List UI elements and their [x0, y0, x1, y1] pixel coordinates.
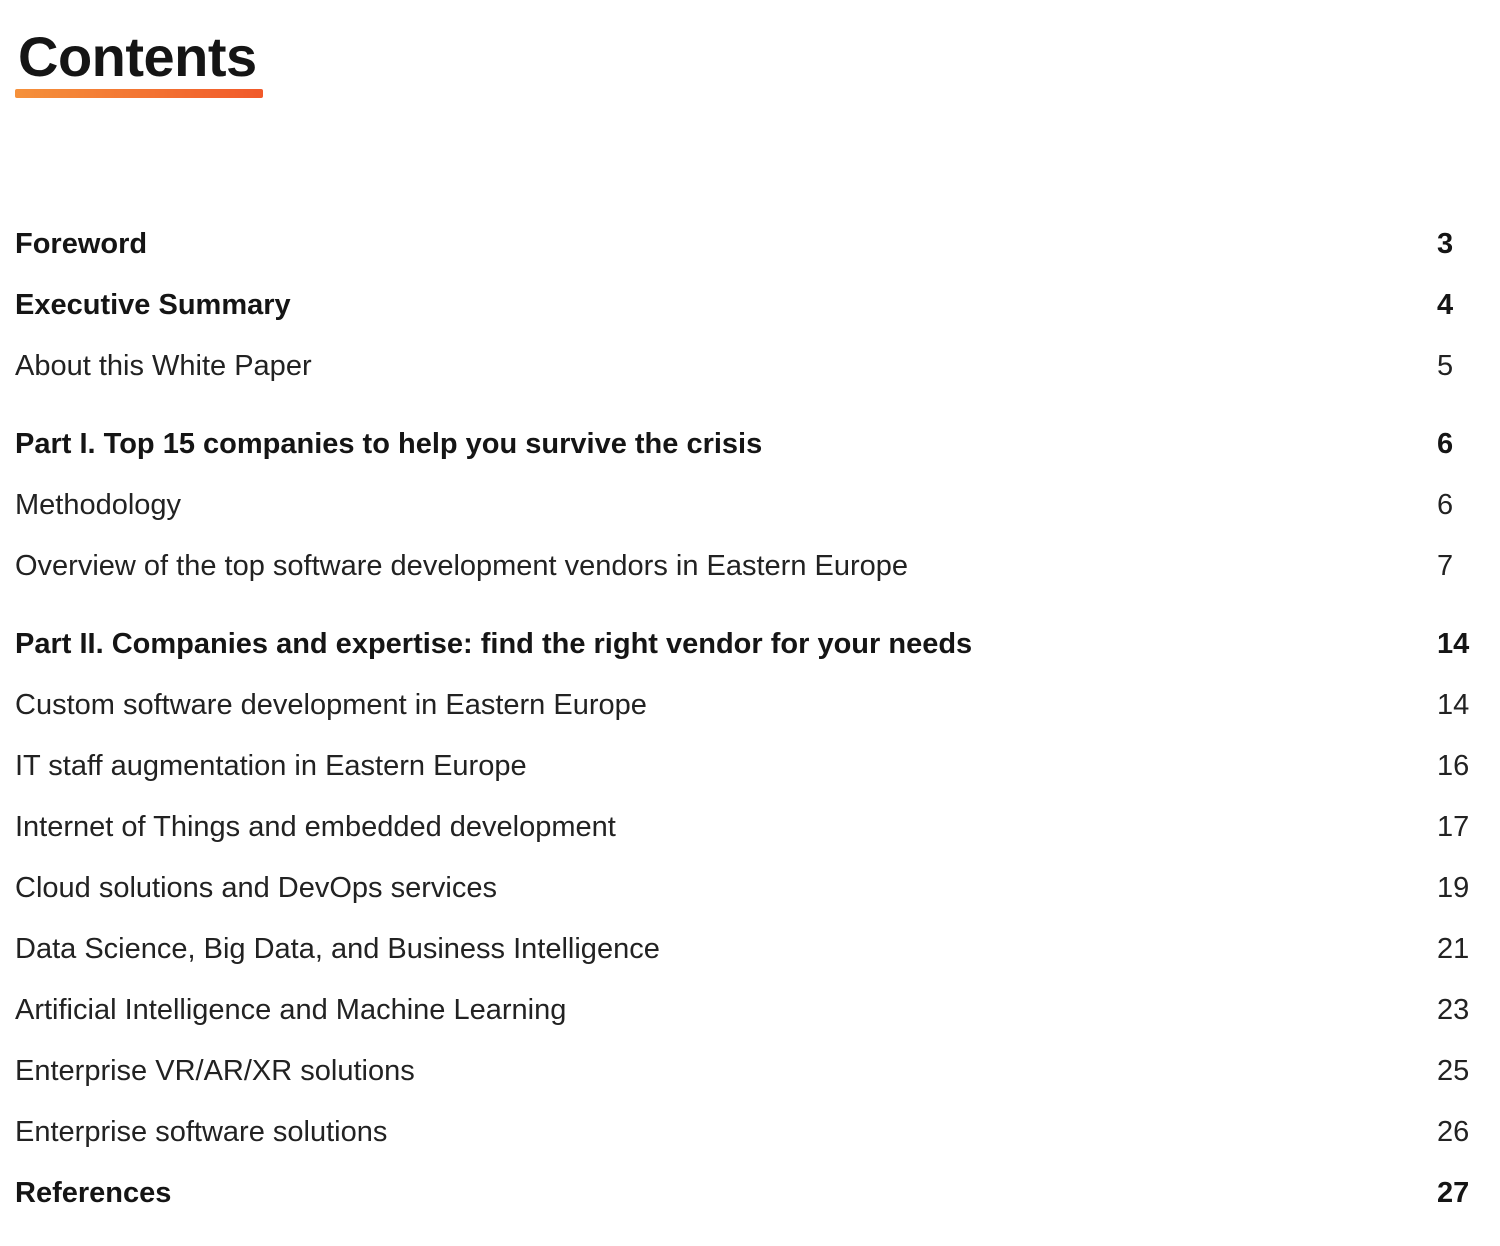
toc-entry-page-number: 6: [1437, 428, 1454, 460]
toc-entry-page-number: 5: [1437, 350, 1454, 382]
page-title: Contents: [18, 25, 257, 88]
toc-entry-page-number: 16: [1437, 750, 1470, 782]
toc-entry[interactable]: [15, 475, 1483, 536]
toc-entry-page-number: 21: [1437, 933, 1470, 965]
toc-entry-page-number: 3: [1437, 228, 1454, 260]
toc-entry-label: IT staff augmentation in Eastern Europe: [15, 750, 527, 782]
toc-entry-page-number: 17: [1437, 811, 1470, 843]
toc-entry-label: References: [15, 1177, 172, 1209]
toc-entry[interactable]: [15, 336, 1483, 397]
toc-entry[interactable]: [15, 414, 1483, 475]
toc-entry[interactable]: [15, 536, 1483, 597]
toc-entry[interactable]: [15, 1163, 1483, 1224]
toc-entry-page-number: 25: [1437, 1055, 1470, 1087]
toc-entry[interactable]: [15, 214, 1483, 275]
toc-entry-page-number: 19: [1437, 872, 1470, 904]
toc-entry-label: Executive Summary: [15, 289, 291, 321]
toc-entry-label: Enterprise software solutions: [15, 1116, 388, 1148]
toc-entry-label: Artificial Intelligence and Machine Learning: [15, 994, 567, 1026]
toc-entry-page-number: 7: [1437, 550, 1454, 582]
toc-entry-page-number: 6: [1437, 489, 1454, 521]
toc-entry[interactable]: [15, 797, 1483, 858]
toc-list: [15, 214, 1483, 1224]
toc-entry-page-number: 27: [1437, 1177, 1470, 1209]
toc-entry-label: Cloud solutions and DevOps services: [15, 872, 497, 904]
toc-entry-label: Custom software development in Eastern Europe: [15, 689, 647, 721]
toc-entry[interactable]: [15, 736, 1483, 797]
toc-entry[interactable]: [15, 675, 1483, 736]
toc-entry-label: Foreword: [15, 228, 148, 260]
toc-entry-page-number: 4: [1437, 289, 1454, 321]
toc-entry-label: Overview of the top software development vendors in Eastern Europe: [15, 550, 909, 582]
toc-entry[interactable]: [15, 275, 1483, 336]
toc-entry-page-number: 14: [1437, 628, 1470, 660]
toc-entry[interactable]: [15, 614, 1483, 675]
toc-entry[interactable]: [15, 858, 1483, 919]
toc-entry-page-number: 14: [1437, 689, 1470, 721]
toc-entry-label: Methodology: [15, 489, 182, 521]
toc-entry[interactable]: [15, 1041, 1483, 1102]
toc-entry-page-number: 26: [1437, 1116, 1470, 1148]
toc-entry[interactable]: [15, 919, 1483, 980]
toc-entry-label: Data Science, Big Data, and Business Intelligence: [15, 933, 660, 965]
toc-entry-label: Enterprise VR/AR/XR solutions: [15, 1055, 415, 1087]
toc-entry-page-number: 23: [1437, 994, 1470, 1026]
toc-entry-label: About this White Paper: [15, 350, 312, 382]
toc-entry-label: Part I. Top 15 companies to help you survive the crisis: [15, 428, 763, 460]
toc-entry-label: Part II. Companies and expertise: find the right vendor for your needs: [15, 628, 973, 660]
title-underline-accent: [15, 89, 263, 98]
toc-entry[interactable]: [15, 1102, 1483, 1163]
toc-entry[interactable]: [15, 980, 1483, 1041]
toc-entry-label: Internet of Things and embedded development: [15, 811, 616, 843]
